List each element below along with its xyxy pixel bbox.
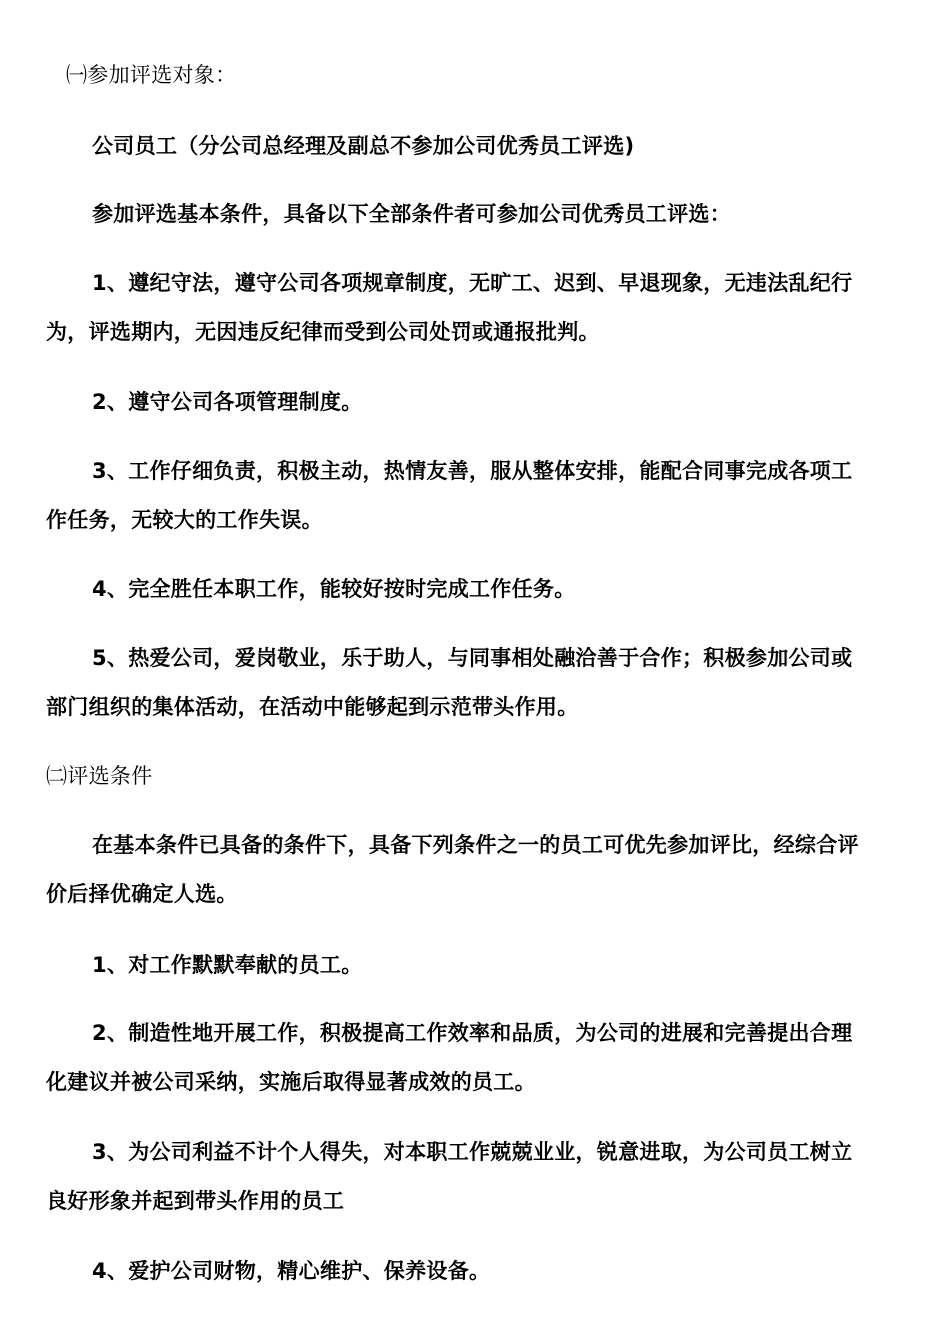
section-heading-criteria: ㈡评选条件 bbox=[46, 764, 153, 788]
priority-item-2-line-2: 化建议并被公司采纳，实施后取得显著成效的员工。 bbox=[46, 1070, 536, 1094]
priority-item-4: 4、爱护公司财物，精心维护、保养设备。 bbox=[92, 1259, 491, 1283]
priority-item-3-line-1: 3、为公司利益不计个人得失，对本职工作兢兢业业，锐意进取，为公司员工树立 bbox=[92, 1140, 853, 1164]
priority-item-3-line-2: 良好形象并起到带头作用的员工 bbox=[46, 1189, 345, 1213]
basic-item-3-line-2: 作任务，无较大的工作失误。 bbox=[46, 508, 323, 532]
eligible-staff-paragraph: 公司员工（分公司总经理及副总不参加公司优秀员工评选) bbox=[92, 134, 635, 158]
basic-item-3-line-1: 3、工作仔细负责，积极主动，热情友善，服从整体安排，能配合同事完成各项工 bbox=[92, 459, 853, 483]
basic-item-5-line-1: 5、热爱公司，爱岗敬业，乐于助人，与同事相处融洽善于合作；积极参加公司或 bbox=[92, 646, 853, 670]
priority-intro-line-1: 在基本条件已具备的条件下，具备下列条件之一的员工可优先参加评比，经综合评 bbox=[92, 833, 859, 857]
basic-item-4: 4、完全胜任本职工作，能较好按时完成工作任务。 bbox=[92, 577, 576, 601]
basic-item-2: 2、遵守公司各项管理制度。 bbox=[92, 390, 363, 414]
basic-item-1-line-1: 1、遵纪守法，遵守公司各项规章制度，无旷工、迟到、早退现象，无违法乱纪行 bbox=[92, 271, 853, 295]
basic-item-5-line-2: 部门组织的集体活动，在活动中能够起到示范带头作用。 bbox=[46, 695, 579, 719]
priority-intro-line-2: 价后择优确定人选。 bbox=[46, 882, 238, 906]
basic-item-1-line-2: 为，评选期内，无因违反纪律而受到公司处罚或通报批判。 bbox=[46, 320, 600, 344]
priority-item-1: 1、对工作默默奉献的员工。 bbox=[92, 953, 363, 977]
priority-item-2-line-1: 2、制造性地开展工作，积极提高工作效率和品质，为公司的进展和完善提出合理 bbox=[92, 1021, 853, 1045]
basic-conditions-intro: 参加评选基本条件，具备以下全部条件者可参加公司优秀员工评选： bbox=[92, 202, 731, 226]
section-heading-participants: ㈠参加评选对象： bbox=[66, 63, 237, 87]
